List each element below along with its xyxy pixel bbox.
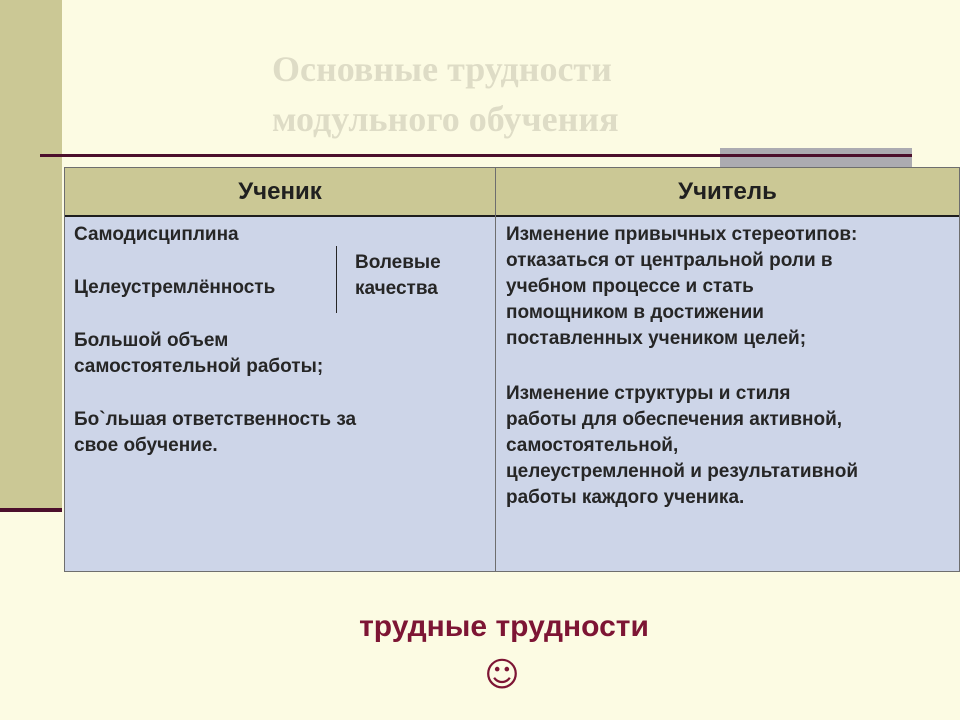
workload-line1: Большой объем [74,330,229,351]
teacher-p2-line2: работы для обеспечения активной, [506,409,843,430]
smiley-icon: ☺ [484,655,520,695]
header-student: Ученик [65,168,495,215]
slide-title-line1: Основные трудности [272,49,612,89]
student-item-self-discipline: Самодисциплина [74,224,239,245]
teacher-p1-line4: помощником в достижении [506,302,764,323]
teacher-p1-line1: Изменение привычных стереотипов: [506,224,858,245]
volitional-line1: Волевые [355,252,441,273]
teacher-p2-line4: целеустремленной и результативной [506,461,859,482]
student-item-purposefulness: Целеустремлённость [74,277,276,298]
volitional-line2: качества [355,278,438,299]
student-cell [65,217,495,571]
side-decor-band [0,0,62,512]
comparison-table [64,167,960,572]
slide-title [272,44,832,144]
teacher-p1-line2: отказаться от центральной роли в [506,250,833,271]
volitional-bracket [336,246,337,313]
responsibility-line2: свое обучение. [74,435,218,456]
header-teacher: Учитель [496,168,959,215]
teacher-cell [496,217,959,571]
student-item-workload [74,328,323,380]
workload-line2: самостоятельной работы; [74,356,324,377]
teacher-p2-line5: работы каждого ученика. [506,487,745,508]
teacher-p1-line5: поставленных учеником целей; [506,328,807,349]
teacher-p1-line3: учебном процессе и стать [506,276,754,297]
responsibility-line1: Бо`льшая ответственность за [74,409,357,430]
student-item-responsibility [74,407,356,459]
side-decor-line [0,508,62,512]
teacher-paragraph-stereotypes [506,222,857,352]
teacher-p2-line1: Изменение структуры и стиля [506,383,791,404]
column-divider [495,168,496,571]
slide-title-line2: модульного обучения [272,99,619,139]
teacher-p2-line3: самостоятельной, [506,435,679,456]
footer-caption: трудные трудности [359,610,649,643]
volitional-qualities-label [355,250,441,302]
accent-block [720,148,912,167]
teacher-paragraph-structure [506,381,858,511]
